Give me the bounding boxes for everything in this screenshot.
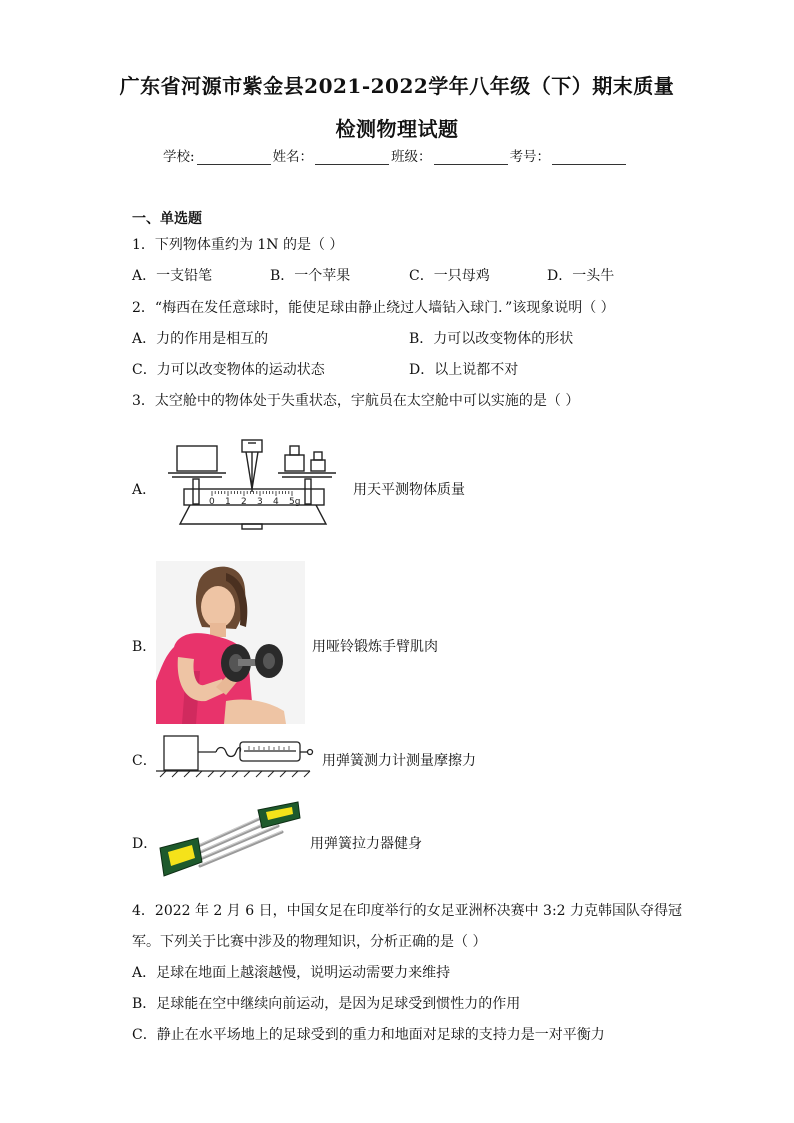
q3-option-a-letter: A． [132, 482, 157, 498]
q1-option-c: C．一只母鸡 [409, 268, 490, 284]
class-field[interactable] [434, 150, 508, 165]
scale-tick-label: 1 [225, 497, 231, 507]
exam-title-line2: 检测物理试题 [335, 117, 459, 141]
q1-option-a: A．一支铅笔 [132, 268, 213, 284]
balance-scale-illustration [160, 437, 340, 533]
q4-option-c: C．静止在水平场地上的足球受到的重力和地面对足球的支持力是一对平衡力 [132, 1027, 605, 1043]
school-label: 学校: [163, 149, 195, 165]
section-title: 一、单选题 [132, 211, 202, 227]
q3-option-d-letter: D． [132, 836, 158, 852]
exam-title-line1: 广东省河源市紫金县2021-2022学年八年级（下）期末质量 [119, 74, 675, 98]
class-label: 班级： [391, 149, 432, 165]
question-1-stem: 1．下列物体重约为 1N 的是（ ） [132, 237, 344, 253]
question-3-stem: 3．太空舱中的物体处于失重状态，宇航员在太空舱中可以实施的是（ ） [132, 393, 580, 409]
q1-option-b: B．一个苹果 [270, 268, 351, 284]
q3-option-a-text: 用天平测物体质量 [353, 482, 465, 498]
q2-option-c: C．力可以改变物体的运动状态 [132, 362, 325, 378]
wooden-block [164, 736, 198, 770]
spring-scale-friction-illustration [154, 733, 314, 779]
q4-option-a: A．足球在地面上越滚越慢，说明运动需要力来维持 [132, 965, 451, 981]
scale-tick-label: 4 [273, 497, 279, 507]
q4-option-b: B．足球能在空中继续向前运动，是因为足球受到惯性力的作用 [132, 996, 521, 1012]
exam-no-field[interactable] [552, 150, 626, 165]
chest-expander-photo [158, 800, 302, 882]
q3-option-d-text: 用弹簧拉力器健身 [310, 836, 422, 852]
q3-option-c-letter: C． [132, 753, 157, 769]
scale-tick-label: 5g [289, 497, 301, 507]
q1-option-d: D．一头牛 [547, 268, 615, 284]
q2-option-b: B．力可以改变物体的形状 [409, 331, 574, 347]
scale-tick-label: 2 [241, 497, 247, 507]
school-field[interactable] [197, 150, 271, 165]
exam-no-label: 考号： [509, 149, 551, 165]
q3-option-b-text: 用哑铃锻炼手臂肌肉 [312, 639, 438, 655]
q3-option-c-text: 用弹簧测力计测量摩擦力 [322, 753, 476, 769]
q3-option-b-letter: B． [132, 639, 157, 655]
q2-option-d: D．以上说都不对 [409, 362, 519, 378]
expander-icon [160, 802, 300, 876]
scale-tick-label: 0 [209, 497, 215, 507]
question-4-stem-line1: 4．2022 年 2 月 6 日，中国女足在印度举行的女足亚洲杯决赛中 3:2 力克韩国队夺得冠 [132, 903, 683, 919]
name-field[interactable] [315, 150, 389, 165]
question-2-stem: 2．“梅西在发任意球时，能使足球由静止绕过人墙钻入球门．”该现象说明（ ） [132, 300, 615, 316]
q2-option-a: A．力的作用是相互的 [132, 331, 269, 347]
name-label: 姓名： [272, 149, 314, 165]
student-info-line [163, 145, 628, 165]
balance-left-object [177, 446, 217, 471]
dumbbell-photo [156, 561, 305, 724]
scale-tick-label: 3 [257, 497, 263, 507]
question-4-stem-line2: 军。下列关于比赛中涉及的物理知识，分析正确的是（ ） [132, 934, 487, 950]
